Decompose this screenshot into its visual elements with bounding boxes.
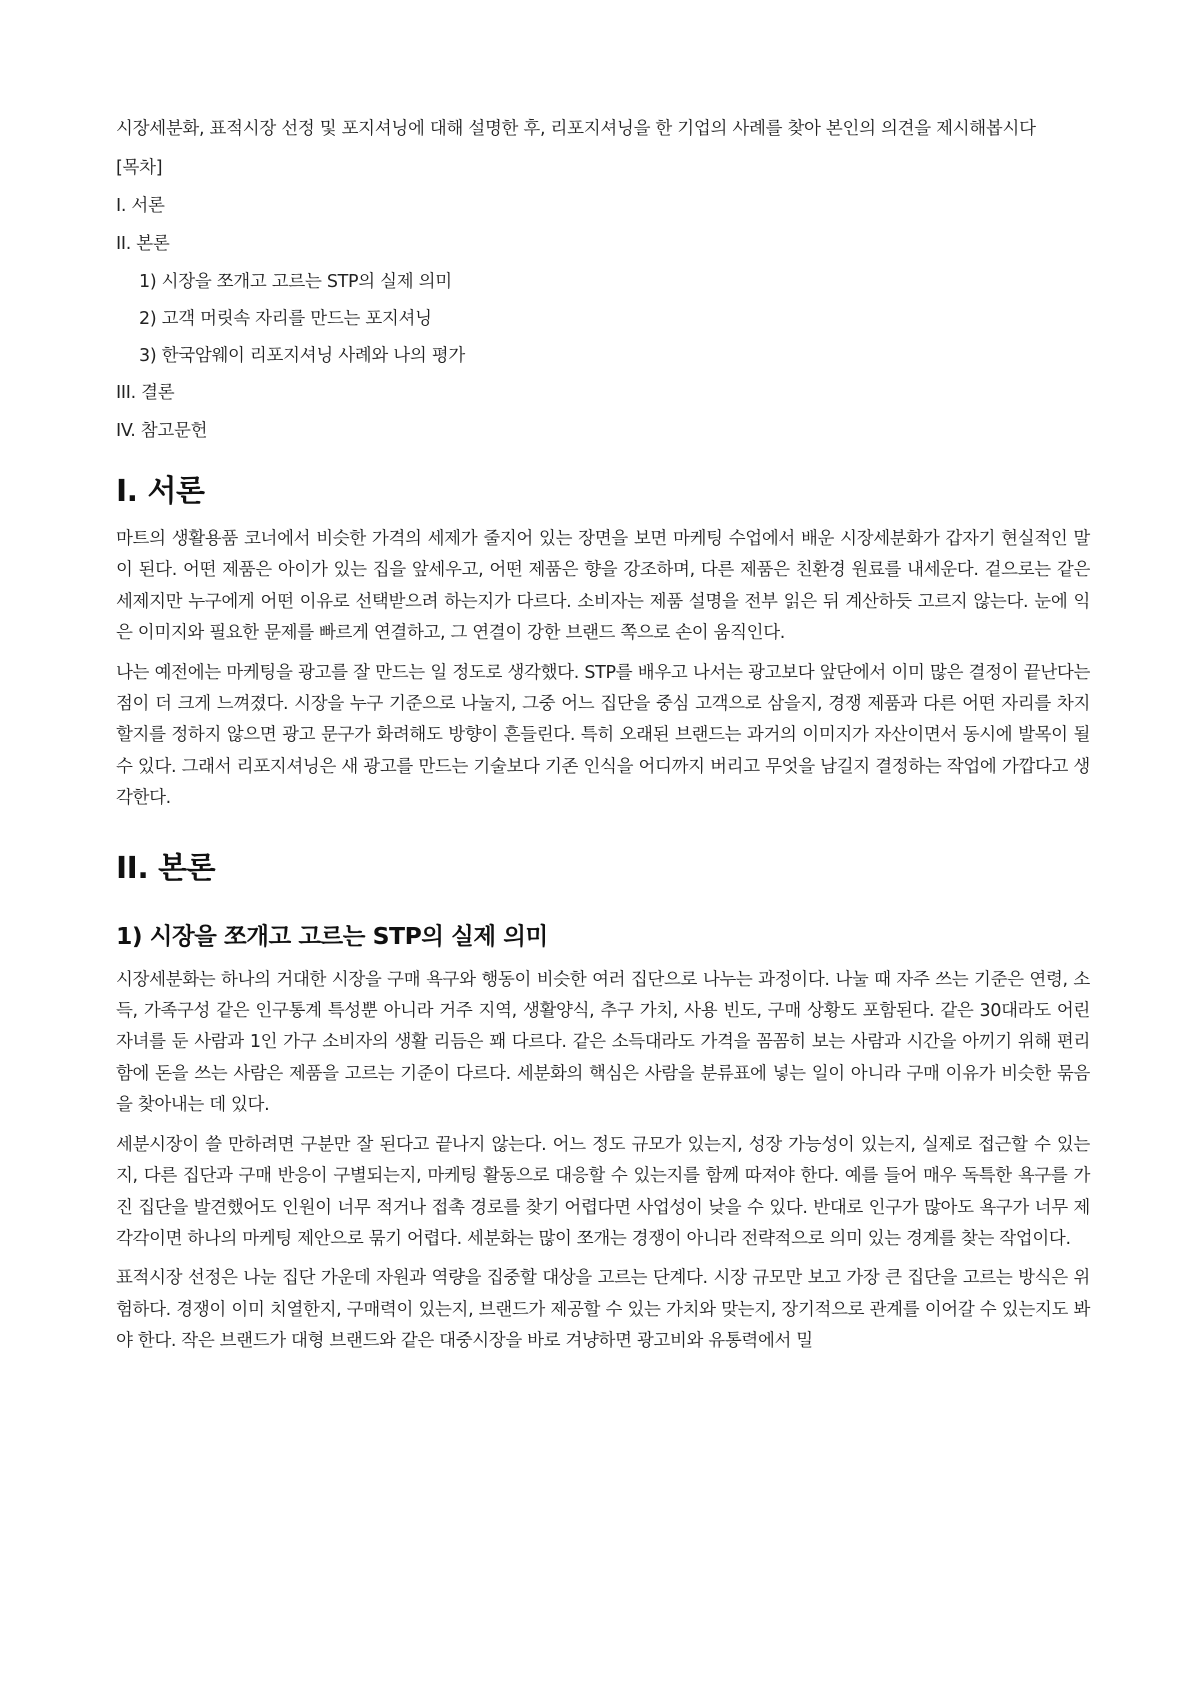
- toc-item-intro: I. 서론: [116, 196, 165, 216]
- toc-item-body-sub1: 1) 시장을 쪼개고 고르는 STP의 실제 의미: [139, 272, 452, 292]
- toc-item-body: II. 본론: [116, 234, 170, 254]
- toc-heading: [목차]: [116, 158, 163, 178]
- table-of-contents: [116, 155, 1090, 444]
- section-heading-intro: I. 서론: [116, 474, 205, 509]
- section-heading-body: II. 본론: [116, 850, 216, 886]
- assignment-question: 시장세분화, 표적시장 선정 및 포지셔닝에 대해 설명한 후, 리포지셔닝을 한 기업의 사례를 찾아 본인의 의견을 제시해봅시다: [116, 119, 1036, 139]
- toc-item-body-sub2: 2) 고객 머릿속 자리를 만드는 포지셔닝: [139, 309, 432, 329]
- toc-item-references: IV. 참고문헌: [116, 421, 208, 441]
- body-paragraph: 시장세분화는 하나의 거대한 시장을 구매 욕구와 행동이 비슷한 여러 집단으로 나누는 과정이다. 나눌 때 자주 쓰는 기준은 연령, 소득, 가족구성 같은 인구통계 특성뿐 아니라 거주 지역, 생활양식, 추구 가치, 사용 빈도, 구매 상황도 포함된다. 같은 30대라도 어린 자녀를 둔 사람과 1인 가구 소비자의 생활 리듬은 꽤 다르다. 같은 소득대라도 가격을 꼼꼼히 보는 사람과 시간을 아끼기 위해 편리함에 돈을 쓰는 사람은 제품을 고르는 기준이 다르다. 세분화의 핵심은 사람을 분류표에 넣는 일이 아니라 구매 이유가 비슷한 묶음을 찾아내는 데 있다.: [116, 969, 1090, 1116]
- body-paragraph: 세분시장이 쓸 만하려면 구분만 잘 된다고 끝나지 않는다. 어느 정도 규모가 있는지, 성장 가능성이 있는지, 실제로 접근할 수 있는지, 다른 집단과 구매 반응이 구별되는지, 마케팅 활동으로 대응할 수 있는지를 함께 따져야 한다. 예를 들어 매우 독특한 욕구를 가진 집단을 발견했어도 인원이 너무 적거나 접촉 경로를 찾기 어렵다면 사업성이 낮을 수 있다. 반대로 인구가 많아도 욕구가 너무 제각각이면 하나의 마케팅 제안으로 묶기 어렵다. 세분화는 많이 쪼개는 경쟁이 아니라 전략적으로 의미 있는 경계를 찾는 작업이다.: [116, 1134, 1090, 1249]
- intro-paragraph: 마트의 생활용품 코너에서 비슷한 가격의 세제가 줄지어 있는 장면을 보면 마케팅 수업에서 배운 시장세분화가 갑자기 현실적인 말이 된다. 어떤 제품은 아이가 있는 집을 앞세우고, 어떤 제품은 향을 강조하며, 다른 제품은 친환경 원료를 내세운다. 겉으로는 같은 세제지만 누구에게 어떤 이유로 선택받으려 하는지가 다르다. 소비자는 제품 설명을 전부 읽은 뒤 계산하듯 고르지 않는다. 눈에 익은 이미지와 필요한 문제를 빠르게 연결하고, 그 연결이 강한 브랜드 쪽으로 손이 움직인다.: [116, 529, 1090, 644]
- toc-item-body-sub3: 3) 한국암웨이 리포지셔닝 사례와 나의 평가: [139, 346, 465, 366]
- document-page: [116, 112, 1090, 1366]
- intro-paragraph: 나는 예전에는 마케팅을 광고를 잘 만드는 일 정도로 생각했다. STP를 배우고 나서는 광고보다 앞단에서 이미 많은 결정이 끝난다는 점이 더 크게 느껴졌다. 시장을 누구 기준으로 나눌지, 그중 어느 집단을 중심 고객으로 삼을지, 경쟁 제품과 다른 어떤 자리를 차지할지를 정하지 않으면 광고 문구가 화려해도 방향이 흔들린다. 특히 오래된 브랜드는 과거의 이미지가 자산이면서 동시에 발목이 될 수 있다. 그래서 리포지셔닝은 새 광고를 만드는 기술보다 기존 인식을 어디까지 버리고 무엇을 남길지 결정하는 작업에 가깝다고 생각한다.: [116, 662, 1090, 809]
- body-paragraph: 표적시장 선정은 나눈 집단 가운데 자원과 역량을 집중할 대상을 고르는 단계다. 시장 규모만 보고 가장 큰 집단을 고르는 방식은 위험하다. 경쟁이 이미 치열한지, 구매력이 있는지, 브랜드가 제공할 수 있는 가치와 맞는지, 장기적으로 관계를 이어갈 수 있는지도 봐야 한다. 작은 브랜드가 대형 브랜드와 같은 대중시장을 바로 겨냥하면 광고비와 유통력에서 밀: [116, 1268, 1090, 1352]
- toc-item-conclusion: III. 결론: [116, 383, 175, 403]
- subsection-heading-stp: 1) 시장을 쪼개고 고르는 STP의 실제 의미: [116, 921, 548, 950]
